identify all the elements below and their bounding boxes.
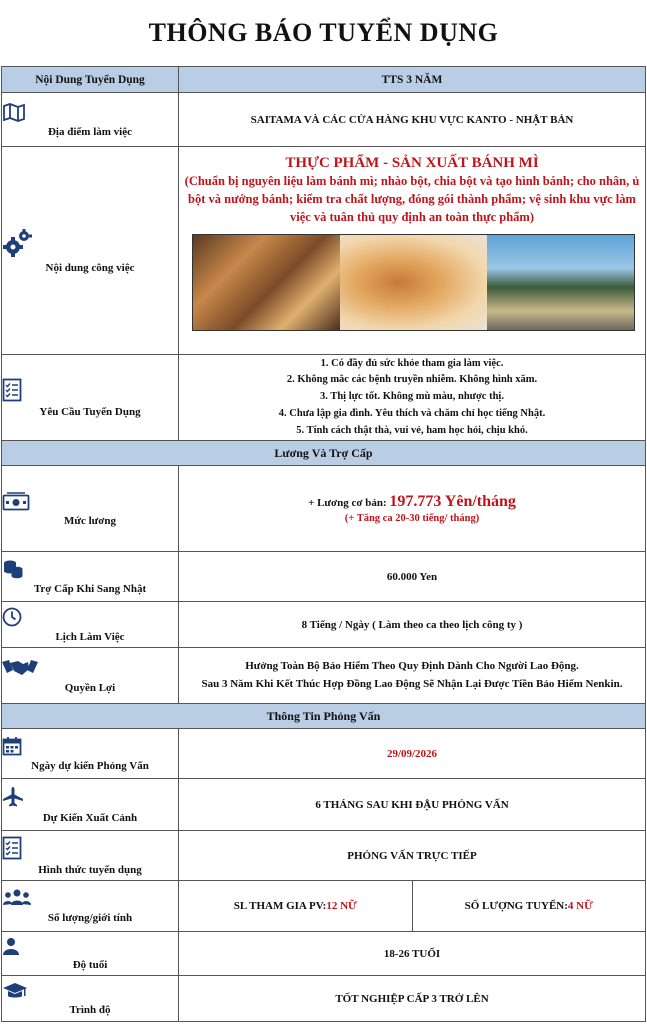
calendar-icon xyxy=(2,736,178,756)
interview-date-value: 29/09/2026 xyxy=(179,729,646,779)
handshake-icon xyxy=(2,658,178,678)
row-quantity xyxy=(2,881,646,932)
benefit-line-2: Sau 3 Năm Khi Kết Thúc Hợp Đồng Lao Động Sẽ Nhận Lại Được Tiền Bảo Hiểm Nenkin. xyxy=(201,677,623,690)
job-description: (Chuẩn bị nguyên liệu làm bánh mì; nhào bột, chia bột và tạo hình bánh; cho nhân, ủ bột và nướng bánh; kiểm tra chất lượng, đóng gói thành phẩm; vệ sinh khu vực làm việc và tuân thủ quy định an toàn thực phẩm) xyxy=(184,174,640,225)
person-icon xyxy=(2,937,178,955)
row-age xyxy=(2,932,646,976)
row-location xyxy=(2,93,646,147)
salary-amount: 197.773 Yên/tháng xyxy=(389,493,516,510)
recruitment-table xyxy=(1,66,646,1022)
job-label: Nội dung công việc xyxy=(45,261,135,274)
gears-icon xyxy=(2,228,178,258)
education-value: TỐT NGHIỆP CẤP 3 TRỞ LÊN xyxy=(179,976,646,1022)
interview-form-label: Hình thức tuyển dụng xyxy=(38,863,142,876)
bakery-storefront-photo xyxy=(487,235,634,330)
table-header xyxy=(2,67,646,93)
bakery-photos xyxy=(192,234,635,331)
checklist-icon xyxy=(2,378,178,402)
group-icon xyxy=(2,888,178,908)
allowance-label: Trợ Cấp Khi Sang Nhật xyxy=(33,582,147,595)
row-schedule xyxy=(2,602,646,648)
overtime-note: (+ Tăng ca 20-30 tiếng/ tháng) xyxy=(344,513,480,524)
benefit-line-1: Hưởng Toàn Bộ Bảo Hiểm Theo Quy Định Dành Cho Người Lao Động. xyxy=(245,659,579,672)
location-value: SAITAMA VÀ CÁC CỬA HÀNG KHU VỰC KANTO - NHẬT BẢN xyxy=(179,93,646,147)
location-label: Địa điểm làm việc xyxy=(47,125,132,138)
requirement-item: 2. Không mắc các bệnh truyền nhiễm. Không hình xăm. xyxy=(286,374,538,386)
map-icon xyxy=(2,102,178,122)
graduation-cap-icon xyxy=(2,982,178,1000)
row-interview-form xyxy=(2,831,646,881)
education-label: Trình độ xyxy=(69,1003,111,1016)
schedule-label: Lịch Làm Việc xyxy=(55,630,125,643)
benefits-label: Quyền Lợi xyxy=(64,681,116,694)
age-value: 18-26 TUỔI xyxy=(179,932,646,976)
departure-value: 6 THÁNG SAU KHI ĐẬU PHỎNG VẤN xyxy=(179,779,646,831)
interview-form-value: PHỎNG VẤN TRỰC TIẾP xyxy=(179,831,646,881)
airplane-icon xyxy=(2,786,178,808)
quantity-label: Số lượng/giới tính xyxy=(47,912,133,924)
header-right: TTS 3 NĂM xyxy=(179,67,646,93)
row-benefits xyxy=(2,648,646,704)
requirement-item: 5. Tính cách thật thà, vui vẻ, ham học hỏi, chịu khó. xyxy=(296,424,528,436)
coins-icon xyxy=(2,559,178,579)
bakery-display-photo xyxy=(193,235,340,330)
header-left: Nội Dung Tuyển Dụng xyxy=(2,67,179,93)
requirement-item: 1. Có đầy đủ sức khỏe tham gia làm việc. xyxy=(320,357,504,369)
requirements-list xyxy=(179,355,646,441)
money-icon xyxy=(2,491,178,511)
salary-prefix: + Lương cơ bản: xyxy=(308,497,390,509)
section-interview-header: Thông Tin Phỏng Vấn xyxy=(2,704,646,729)
departure-label: Dự Kiến Xuất Cảnh xyxy=(42,811,138,824)
salary-label: Mức lương xyxy=(64,514,116,527)
row-allowance xyxy=(2,552,646,602)
checklist-icon xyxy=(2,836,178,860)
schedule-value: 8 Tiếng / Ngày ( Làm theo ca theo lịch công ty ) xyxy=(179,602,646,648)
requirements-label: Yêu Cầu Tuyển Dụng xyxy=(39,405,141,418)
hire-count: SỐ LƯỢNG TUYỂN: 4 NỮ xyxy=(464,900,593,912)
interview-count: SL THAM GIA PV: 12 NỮ xyxy=(179,881,413,931)
page-title: THÔNG BÁO TUYỂN DỤNG xyxy=(148,18,499,47)
interview-date-label: Ngày dự kiến Phỏng Vấn xyxy=(31,759,149,772)
row-requirements xyxy=(2,355,646,441)
requirement-item: 3. Thị lực tốt. Không mù màu, nhược thị. xyxy=(320,391,504,403)
requirement-item: 4. Chưa lập gia đình. Yêu thích và chăm chỉ học tiếng Nhật. xyxy=(278,407,546,419)
croissant-photo xyxy=(340,235,487,330)
row-interview-date xyxy=(2,729,646,779)
allowance-value: 60.000 Yen xyxy=(179,552,646,602)
row-salary xyxy=(2,466,646,552)
row-education xyxy=(2,976,646,1022)
clock-icon xyxy=(2,607,178,627)
section-salary-header: Lương Và Trợ Cấp xyxy=(2,441,646,466)
age-label: Độ tuổi xyxy=(72,958,108,971)
job-title: THỰC PHẨM - SẢN XUẤT BÁNH MÌ xyxy=(285,155,539,171)
row-departure xyxy=(2,779,646,831)
row-job xyxy=(2,147,646,355)
